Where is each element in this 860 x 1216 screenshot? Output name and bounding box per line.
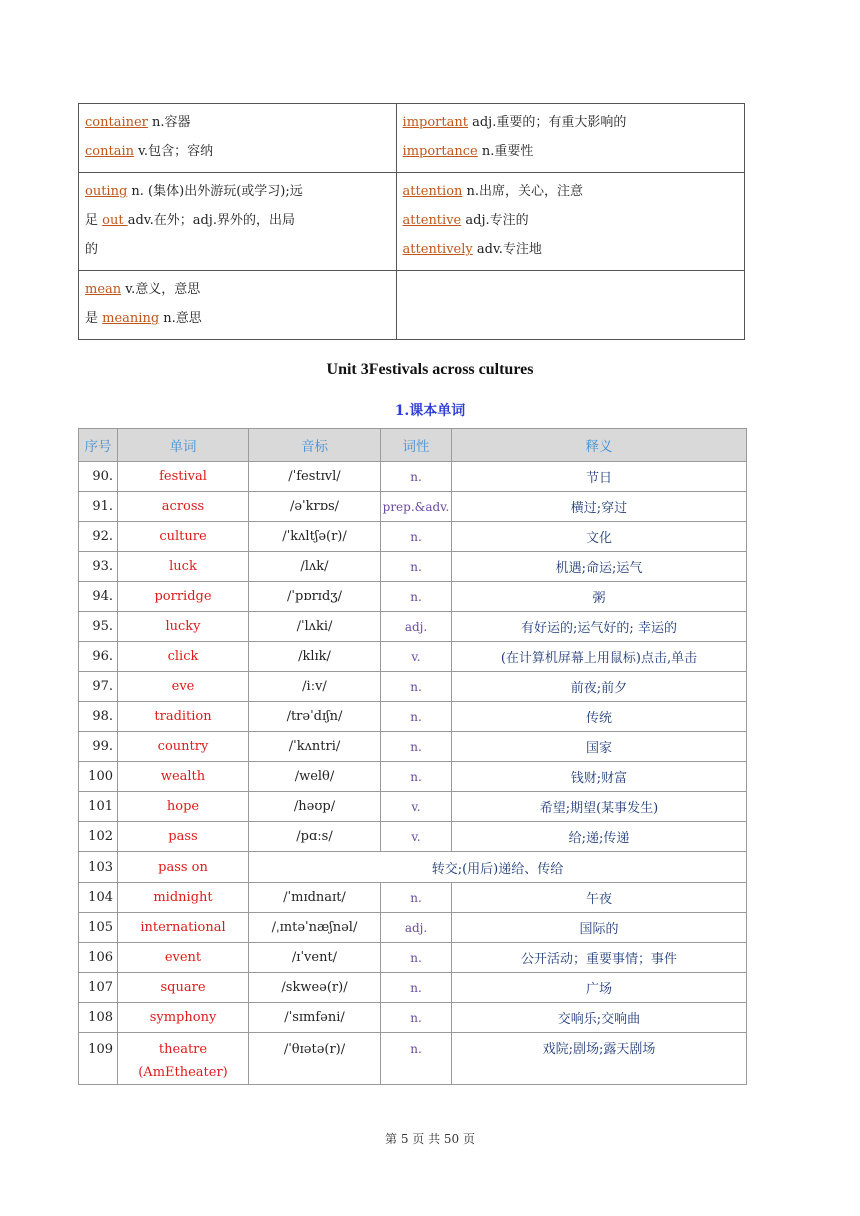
vocab-word: midnight	[118, 883, 249, 913]
word-link: attention	[402, 184, 463, 199]
word-line	[85, 235, 390, 264]
meaning: 戏院;剧场;露天剧场	[452, 1033, 747, 1085]
part-of-speech: adj.	[381, 913, 452, 943]
part-of-speech: prep.&adv.	[381, 492, 452, 522]
vocab-word-line: theatre	[158, 1042, 208, 1057]
word-definition: v.包含；容纳	[134, 144, 214, 159]
phonetic: /klɪk/	[249, 642, 381, 672]
row-number: 94.	[79, 582, 118, 612]
part-of-speech: n.	[381, 1033, 452, 1085]
phonetic: /iːv/	[249, 672, 381, 702]
word-line	[403, 137, 738, 166]
meaning: 给;递;传递	[452, 822, 747, 852]
row-number: 96.	[79, 642, 118, 672]
part-of-speech: n.	[381, 1003, 452, 1033]
related-words-cell	[79, 271, 397, 340]
part-of-speech: v.	[381, 792, 452, 822]
vocab-word: symphony	[118, 1003, 249, 1033]
word-definition: adv.专注地	[472, 242, 542, 257]
vocab-word: hope	[118, 792, 249, 822]
meaning: 午夜	[452, 883, 747, 913]
row-number: 104	[79, 883, 118, 913]
word-line	[85, 275, 390, 304]
vocab-word: click	[118, 642, 249, 672]
word-link: outing	[85, 184, 128, 199]
row-number: 98.	[79, 702, 118, 732]
part-of-speech: n.	[381, 973, 452, 1003]
word-definition: v.意义，意思	[121, 282, 201, 297]
row-number: 106	[79, 943, 118, 973]
word-definition: n.重要性	[477, 144, 534, 159]
vocab-word: international	[118, 913, 249, 943]
word-link: contain	[85, 144, 134, 159]
meaning: 国际的	[452, 913, 747, 943]
word-definition: n.容器	[147, 115, 191, 130]
vocab-row	[79, 732, 747, 762]
meaning: 文化	[452, 522, 747, 552]
vocab-word: wealth	[118, 762, 249, 792]
row-number: 100	[79, 762, 118, 792]
vocab-row	[79, 672, 747, 702]
phonetic: /ˈθɪətə(r)/	[249, 1033, 381, 1085]
row-number: 105	[79, 913, 118, 943]
related-words-row	[79, 271, 745, 340]
word-definition: n.意思	[159, 311, 202, 326]
phonetic: /ˈsɪmfəni/	[249, 1003, 381, 1033]
meaning: 有好运的;运气好的; 幸运的	[452, 612, 747, 642]
header-phonetic: 音标	[249, 429, 381, 462]
meaning: 机遇;命运;运气	[452, 552, 747, 582]
vocab-row	[79, 552, 747, 582]
meaning: 希望;期望(某事发生)	[452, 792, 747, 822]
vocab-row	[79, 522, 747, 552]
word-link: attentive	[402, 213, 462, 228]
word-line	[85, 108, 390, 137]
word-line	[403, 177, 738, 206]
page-footer: 第 5 页 共 50 页	[385, 1132, 475, 1146]
vocab-row	[79, 883, 747, 913]
vocab-word: event	[118, 943, 249, 973]
word-line	[85, 177, 390, 206]
meaning: 传统	[452, 702, 747, 732]
related-words-table	[78, 103, 745, 340]
related-words-cell	[79, 173, 397, 271]
word-definition: n.出席，关心，注意	[462, 184, 584, 199]
vocab-word: across	[118, 492, 249, 522]
vocab-row	[79, 582, 747, 612]
vocab-table	[78, 428, 747, 1085]
vocab-row	[79, 612, 747, 642]
row-number: 95.	[79, 612, 118, 642]
part-of-speech: n.	[381, 462, 452, 492]
phonetic: /pɑːs/	[249, 822, 381, 852]
word-definition: adj.专注的	[461, 213, 529, 228]
related-words-row	[79, 104, 745, 173]
vocab-row	[79, 702, 747, 732]
part-of-speech: adj.	[381, 612, 452, 642]
phonetic: /lʌk/	[249, 552, 381, 582]
phonetic: /trəˈdɪʃn/	[249, 702, 381, 732]
line-prefix: 是	[85, 311, 103, 326]
vocab-word: eve	[118, 672, 249, 702]
part-of-speech: n.	[381, 522, 452, 552]
row-number: 97.	[79, 672, 118, 702]
phonetic: /həʊp/	[249, 792, 381, 822]
vocab-word	[118, 1033, 249, 1085]
vocab-row	[79, 943, 747, 973]
phonetic: /əˈkrɒs/	[249, 492, 381, 522]
vocab-word: lucky	[118, 612, 249, 642]
vocab-word: festival	[118, 462, 249, 492]
row-number: 107	[79, 973, 118, 1003]
vocab-row	[79, 1003, 747, 1033]
row-number: 90.	[79, 462, 118, 492]
header-number: 序号	[79, 429, 118, 462]
related-words-cell	[396, 104, 744, 173]
related-words-row	[79, 173, 745, 271]
phonetic: /ˈkʌltʃə(r)/	[249, 522, 381, 552]
part-of-speech: n.	[381, 582, 452, 612]
vocab-row	[79, 492, 747, 522]
header-word: 单词	[118, 429, 249, 462]
word-line	[85, 206, 390, 235]
part-of-speech: n.	[381, 762, 452, 792]
word-definition: n. (集体)出外游玩(或学习);远	[127, 184, 303, 199]
row-number: 99.	[79, 732, 118, 762]
vocab-word: culture	[118, 522, 249, 552]
part-of-speech: n.	[381, 672, 452, 702]
vocab-word-alt: (AmEtheater)	[138, 1065, 228, 1080]
part-of-speech: n.	[381, 702, 452, 732]
row-number: 102	[79, 822, 118, 852]
meaning: 广场	[452, 973, 747, 1003]
part-of-speech: n.	[381, 732, 452, 762]
word-line	[85, 304, 390, 333]
phonetic: /ˈmɪdnaɪt/	[249, 883, 381, 913]
phonetic: /ˌɪntəˈnæʃnəl/	[249, 913, 381, 943]
phonetic: /ˈfestɪvl/	[249, 462, 381, 492]
word-definition: adj.重要的；有重大影响的	[467, 115, 627, 130]
vocab-word: pass on	[118, 852, 249, 883]
row-number: 101	[79, 792, 118, 822]
word-definition: adv.在外；adj.界外的，出局	[127, 213, 295, 228]
row-number: 93.	[79, 552, 118, 582]
line-prefix: 足	[85, 213, 103, 228]
meaning: 节日	[452, 462, 747, 492]
word-link: container	[85, 115, 148, 130]
part-of-speech: v.	[381, 822, 452, 852]
phonetic: /ˈkʌntri/	[249, 732, 381, 762]
part-of-speech: n.	[381, 552, 452, 582]
phonetic: /ˈlʌki/	[249, 612, 381, 642]
part-of-speech: n.	[381, 883, 452, 913]
word-link: meaning	[102, 311, 160, 326]
merged-meaning: 转交;(用后)递给、传给	[249, 852, 747, 883]
word-link: mean	[85, 282, 122, 297]
vocab-word: pass	[118, 822, 249, 852]
vocab-word: porridge	[118, 582, 249, 612]
word-line	[85, 137, 390, 166]
part-of-speech: n.	[381, 943, 452, 973]
row-number: 109	[79, 1033, 118, 1085]
row-number: 92.	[79, 522, 118, 552]
meaning: 钱财;财富	[452, 762, 747, 792]
word-line	[403, 235, 738, 264]
row-number: 103	[79, 852, 118, 883]
vocab-header-row	[79, 429, 747, 462]
word-link: out	[102, 213, 128, 228]
vocab-word: tradition	[118, 702, 249, 732]
word-link: importance	[402, 144, 478, 159]
related-words-cell	[396, 173, 744, 271]
vocab-row	[79, 913, 747, 943]
word-line	[403, 108, 738, 137]
part-of-speech: v.	[381, 642, 452, 672]
unit-title: Unit 3Festivals across cultures	[326, 361, 534, 378]
meaning: 交响乐;交响曲	[452, 1003, 747, 1033]
row-number: 91.	[79, 492, 118, 522]
vocab-row	[79, 462, 747, 492]
row-number: 108	[79, 1003, 118, 1033]
vocab-row	[79, 973, 747, 1003]
vocab-word: square	[118, 973, 249, 1003]
word-definition: 的	[85, 242, 99, 257]
word-link: attentively	[402, 242, 473, 257]
vocab-row	[79, 822, 747, 852]
vocab-row	[79, 762, 747, 792]
vocab-row	[79, 642, 747, 672]
meaning: 横过;穿过	[452, 492, 747, 522]
meaning: 国家	[452, 732, 747, 762]
header-meaning: 释义	[452, 429, 747, 462]
header-part-of-speech: 词性	[381, 429, 452, 462]
meaning: 粥	[452, 582, 747, 612]
vocab-row	[79, 792, 747, 822]
meaning: 公开活动；重要事情；事件	[452, 943, 747, 973]
meaning: (在计算机屏幕上用鼠标)点击,单击	[452, 642, 747, 672]
meaning: 前夜;前夕	[452, 672, 747, 702]
related-words-cell	[396, 271, 744, 340]
vocab-row	[79, 852, 747, 883]
vocab-word: country	[118, 732, 249, 762]
word-line	[403, 206, 738, 235]
word-link: important	[402, 115, 468, 130]
phonetic: /ˈpɒrɪdʒ/	[249, 582, 381, 612]
phonetic: /welθ/	[249, 762, 381, 792]
phonetic: /ɪˈvent/	[249, 943, 381, 973]
vocab-row	[79, 1033, 747, 1085]
vocab-word: luck	[118, 552, 249, 582]
section-title: 1.课本单词	[394, 403, 466, 419]
related-words-cell	[79, 104, 397, 173]
phonetic: /skweə(r)/	[249, 973, 381, 1003]
